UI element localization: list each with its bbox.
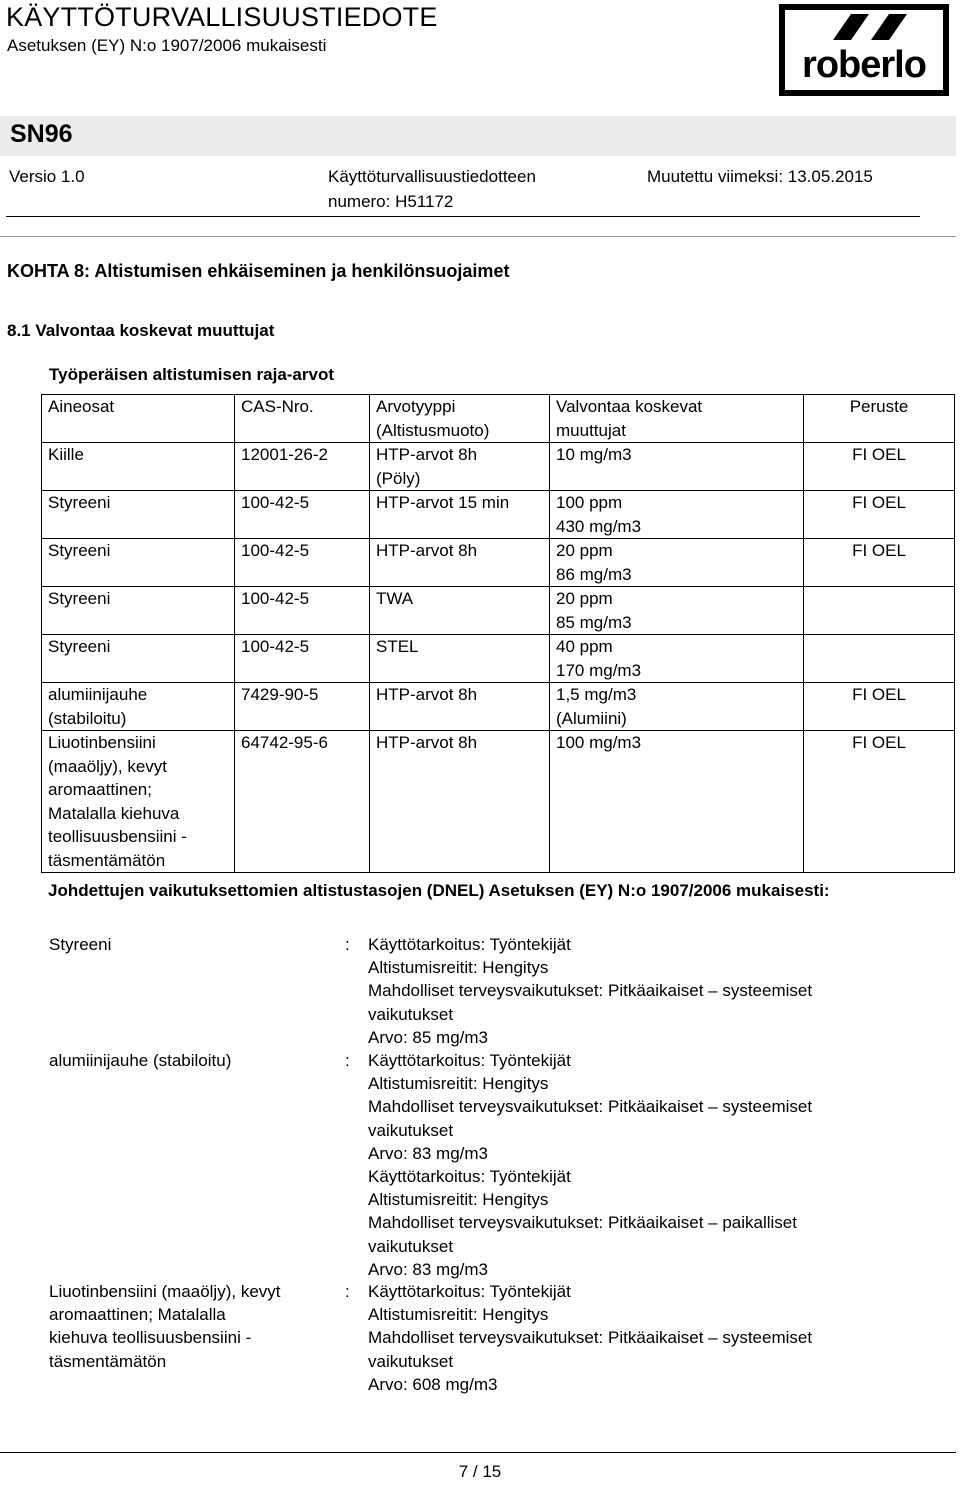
cas-cell (235, 731, 370, 873)
basis-cell (804, 491, 955, 539)
cell-line: 1,5 mg/m3 (556, 685, 637, 704)
substance-cell (42, 491, 235, 539)
dnel-details (368, 933, 928, 1049)
header-cell: Peruste (804, 395, 955, 443)
header-divider (6, 216, 920, 217)
substance-cell (42, 587, 235, 635)
cell-line: alumiinijauhe (48, 685, 148, 704)
limit-value-cell (550, 683, 804, 731)
basis-cell (804, 587, 955, 635)
cell-line: 100-42-5 (241, 637, 310, 656)
revision-date: Muutettu viimeksi: 13.05.2015 (647, 167, 873, 186)
dnel-detail-line: vaikutukset (368, 1351, 454, 1371)
dnel-substance-line: alumiinijauhe (stabiloitu) (49, 1051, 232, 1070)
table-row (42, 635, 955, 683)
footer-divider (0, 1452, 956, 1453)
cell-line: 20 ppm (556, 589, 613, 608)
value-type-cell (370, 731, 550, 873)
cell-line: TWA (376, 589, 414, 608)
dnel-detail-line: Käyttötarkoitus: Työntekijät (368, 1167, 571, 1187)
dnel-detail-line: vaikutukset (368, 1120, 454, 1140)
value-type-cell (370, 635, 550, 683)
cell-line: HTP-arvot 8h (376, 445, 478, 464)
dnel-colon: : (345, 1051, 350, 1070)
table-row (42, 491, 955, 539)
header-line: Arvotyyppi (376, 397, 456, 416)
cell-line: 100 mg/m3 (556, 733, 642, 752)
header-cell: Aineosat (42, 395, 235, 443)
dnel-substance (49, 1049, 329, 1072)
dnel-substance (49, 933, 329, 956)
cell-line: täsmentämätön (48, 850, 166, 870)
cell-line: 100 ppm (556, 493, 623, 512)
dnel-detail-line: vaikutukset (368, 1236, 454, 1256)
cas-cell (235, 491, 370, 539)
dnel-substance-line: Liuotinbensiini (maaöljy), kevyt (49, 1282, 281, 1301)
substance-cell (42, 635, 235, 683)
cell-line: (Pöly) (376, 468, 421, 488)
dnel-detail-line: Arvo: 85 mg/m3 (368, 1027, 488, 1047)
basis-cell (804, 731, 955, 873)
dnel-detail-line: Käyttötarkoitus: Työntekijät (368, 935, 571, 954)
logo-wordmark: roberlo (802, 44, 926, 86)
table-row (42, 683, 955, 731)
table-row (42, 443, 955, 491)
dnel-detail-line: Altistumisreitit: Hengitys (368, 958, 549, 978)
cell-line: 40 ppm (556, 637, 613, 656)
cell-line: 100-42-5 (241, 493, 310, 512)
cell-line: Matalalla kiehuva (48, 803, 180, 823)
cell-line: HTP-arvot 8h (376, 541, 478, 560)
cell-line: (Alumiini) (556, 708, 627, 728)
dnel-substance-line: aromaattinen; Matalalla (49, 1305, 226, 1325)
dnel-details (368, 1049, 928, 1281)
cell-line: FI OEL (852, 445, 906, 464)
dnel-heading: Johdettujen vaikutuksettomien altistustasojen (DNEL) Asetuksen (EY) N:o 1907/2006 mukaisesti: (48, 881, 830, 900)
cell-line: 170 mg/m3 (556, 660, 642, 680)
section-heading: KOHTA 8: Altistumisen ehkäiseminen ja henkilönsuojaimet (7, 261, 510, 281)
limit-value-cell (550, 491, 804, 539)
dnel-detail-line: Arvo: 83 mg/m3 (368, 1143, 488, 1163)
dnel-detail-line: Arvo: 83 mg/m3 (368, 1259, 488, 1279)
cell-line: aromaattinen; (48, 780, 152, 799)
dnel-detail-line: Altistumisreitit: Hengitys (368, 1074, 549, 1094)
cell-line: 85 mg/m3 (556, 612, 632, 632)
dnel-detail-line: Mahdolliset terveysvaikutukset: Pitkäaikaiset – systeemiset (368, 1328, 813, 1348)
dnel-colon: : (345, 935, 350, 954)
cell-line: 100-42-5 (241, 589, 310, 608)
cell-line: (stabiloitu) (48, 708, 127, 728)
version: Versio 1.0 (9, 167, 85, 186)
substance-cell (42, 443, 235, 491)
cell-line: 64742-95-6 (241, 733, 328, 752)
header-line: muuttujat (556, 420, 626, 440)
header-cell (370, 395, 550, 443)
oel-table (41, 394, 955, 873)
cell-line: Styreeni (48, 493, 111, 512)
cell-line: Styreeni (48, 637, 111, 656)
header-line: Valvontaa koskevat (556, 397, 703, 416)
value-type-cell (370, 539, 550, 587)
limit-value-cell (550, 587, 804, 635)
cell-line: FI OEL (852, 685, 906, 704)
substance-cell (42, 731, 235, 873)
sds-number: numero: H51172 (328, 192, 454, 211)
cell-line: (maaöljy), kevyt (48, 756, 168, 776)
page-number: 7 / 15 (458, 1462, 502, 1481)
cell-line: 430 mg/m3 (556, 516, 642, 536)
cell-line: Styreeni (48, 589, 111, 608)
cell-line: FI OEL (852, 733, 906, 752)
cas-cell (235, 587, 370, 635)
table-row (42, 587, 955, 635)
cell-line: HTP-arvot 8h (376, 733, 478, 752)
dnel-detail-line: Käyttötarkoitus: Työntekijät (368, 1282, 571, 1301)
limit-value-cell (550, 635, 804, 683)
substance-cell (42, 539, 235, 587)
cell-line: STEL (376, 637, 419, 656)
dnel-substance-line: Styreeni (49, 935, 112, 954)
cas-cell (235, 539, 370, 587)
product-band (0, 116, 956, 156)
cell-line: HTP-arvot 8h (376, 685, 478, 704)
cas-cell (235, 683, 370, 731)
limit-value-cell (550, 443, 804, 491)
cell-line: Liuotinbensiini (48, 733, 156, 752)
value-type-cell (370, 491, 550, 539)
header-cell (550, 395, 804, 443)
cas-cell (235, 443, 370, 491)
value-type-cell (370, 443, 550, 491)
cas-cell (235, 635, 370, 683)
header-line: (Altistusmuoto) (376, 420, 490, 440)
basis-cell (804, 539, 955, 587)
cell-line: 12001-26-2 (241, 445, 328, 464)
cell-line: FI OEL (852, 541, 906, 560)
value-type-cell (370, 683, 550, 731)
basis-cell (804, 443, 955, 491)
basis-cell (804, 683, 955, 731)
dnel-detail-line: Altistumisreitit: Hengitys (368, 1190, 549, 1210)
dnel-substance-line: täsmentämätön (49, 1351, 167, 1371)
dnel-detail-line: Mahdolliset terveysvaikutukset: Pitkäaikaiset – paikalliset (368, 1213, 797, 1233)
dnel-details (368, 1280, 928, 1396)
limit-value-cell (550, 539, 804, 587)
cell-line: 100-42-5 (241, 541, 310, 560)
product-name: SN96 (10, 120, 73, 148)
document-subtitle: Asetuksen (EY) N:o 1907/2006 mukaisesti (7, 36, 327, 55)
dnel-substance-line: kiehuva teollisuusbensiini - (49, 1328, 252, 1348)
dnel-detail-line: Arvo: 608 mg/m3 (368, 1374, 498, 1394)
dnel-detail-line: Altistumisreitit: Hengitys (368, 1305, 549, 1325)
cell-line: FI OEL (852, 493, 906, 512)
oel-table-body (42, 443, 955, 873)
dnel-detail-line: vaikutukset (368, 1004, 454, 1024)
header-divider-light (0, 236, 956, 237)
logo-mark-icon (829, 10, 911, 40)
document-title: KÄYTTÖTURVALLISUUSTIEDOTE (6, 2, 438, 32)
table-row (42, 539, 955, 587)
cell-line: 20 ppm (556, 541, 613, 560)
cell-line: Kiille (48, 445, 84, 464)
substance-cell (42, 683, 235, 731)
cell-line: teollisuusbensiini - (48, 827, 187, 846)
dnel-substance (49, 1280, 329, 1373)
header-cell: CAS-Nro. (235, 395, 370, 443)
subsection-heading: 8.1 Valvontaa koskevat muuttujat (7, 321, 275, 340)
table-header-row (42, 395, 955, 443)
cell-line: 86 mg/m3 (556, 564, 632, 584)
roberlo-logo (779, 4, 949, 96)
cell-line: 10 mg/m3 (556, 445, 632, 464)
oel-heading: Työperäisen altistumisen raja-arvot (49, 365, 335, 384)
basis-cell (804, 635, 955, 683)
cell-line: Styreeni (48, 541, 111, 560)
cell-line: 7429-90-5 (241, 685, 319, 704)
dnel-detail-line: Mahdolliset terveysvaikutukset: Pitkäaikaiset – systeemiset (368, 981, 813, 1001)
dnel-detail-line: Käyttötarkoitus: Työntekijät (368, 1051, 571, 1070)
dnel-detail-line: Mahdolliset terveysvaikutukset: Pitkäaikaiset – systeemiset (368, 1097, 813, 1117)
cell-line: HTP-arvot 15 min (376, 493, 510, 512)
value-type-cell (370, 587, 550, 635)
limit-value-cell (550, 731, 804, 873)
sds-number-label: Käyttöturvallisuustiedotteen (328, 167, 536, 186)
table-row (42, 731, 955, 873)
dnel-colon: : (345, 1282, 350, 1301)
